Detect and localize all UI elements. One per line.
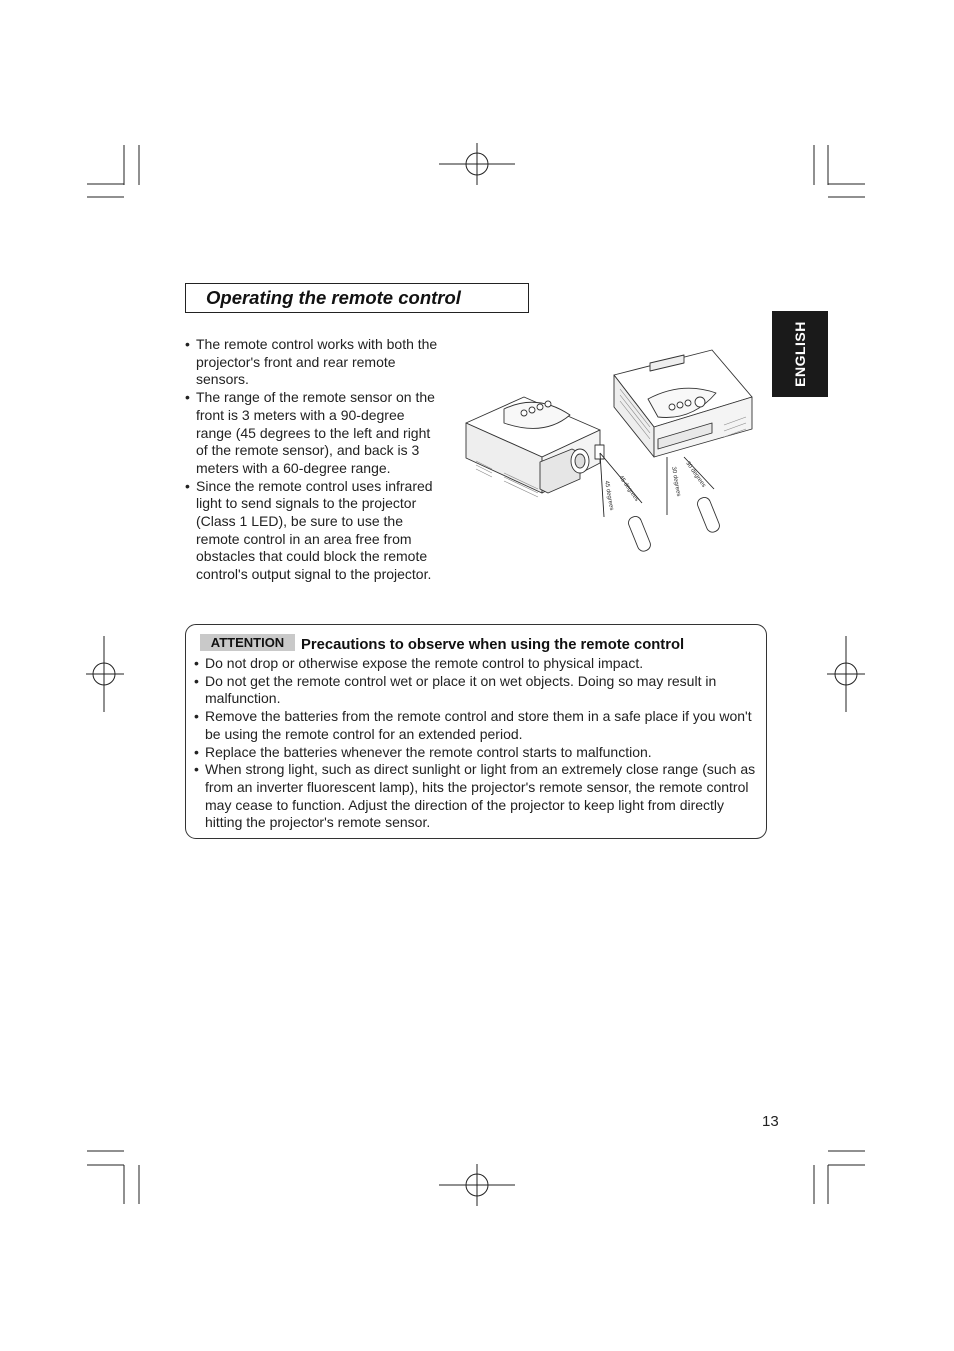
precautions-list xyxy=(194,655,756,832)
front-angle-right-label: 45 degrees xyxy=(617,474,640,503)
intro-bullet: • Since the remote control uses infrared light to send signals to the projector (Class 1 LED), be sure to use the remote control in an area free from obstacles that could block the remote control's output signal to the projector. xyxy=(185,478,443,584)
section-title: Operating the remote control xyxy=(206,287,461,308)
intro-bullet: • The remote control works with both the projector's front and rear remote sensors. xyxy=(185,336,443,389)
language-tab-label: ENGLISH xyxy=(792,321,808,387)
attention-badge: ATTENTION xyxy=(200,634,295,651)
remote-control-rear xyxy=(696,496,722,534)
page-number: 13 xyxy=(762,1113,779,1130)
rear-projector-drawing xyxy=(614,350,752,457)
remote-range-illustration xyxy=(462,345,762,560)
precaution-item: • When strong light, such as direct sunlight or light from an extremely close range (such as from an inverter fluorescent lamp), hits the projector's remote sensor, the remote control may cease to function. Adjust the direction of the projector to keep light from directly hitting the projector's remote sensor. xyxy=(194,761,756,832)
precaution-item: • Do not get the remote control wet or place it on wet objects. Doing so may result in malfunction. xyxy=(194,673,756,708)
precaution-item: • Remove the batteries from the remote control and store them in a safe place if you won't be using the remote control for an extended period. xyxy=(194,708,756,743)
attention-heading: Precautions to observe when using the remote control xyxy=(301,637,685,653)
front-projector-drawing xyxy=(466,397,604,497)
front-angle-left-label: 45 degrees xyxy=(603,480,615,511)
language-tab xyxy=(772,311,828,397)
precaution-item: • Replace the batteries whenever the remote control starts to malfunction. xyxy=(194,744,756,762)
intro-bullet-list xyxy=(185,336,443,584)
remote-control-front xyxy=(627,515,653,553)
intro-bullet: • The range of the remote sensor on the front is 3 meters with a 90-degree range (45 degrees to the left and right of the remote sensor), and back is 3 meters with a 60-degree range. xyxy=(185,389,443,478)
precaution-item: • Do not drop or otherwise expose the remote control to physical impact. xyxy=(194,655,756,673)
section-title-box xyxy=(185,283,529,313)
rear-angle-left-label: 30 degrees xyxy=(670,466,682,497)
rear-angle-right-label: 30 degrees xyxy=(684,460,707,489)
